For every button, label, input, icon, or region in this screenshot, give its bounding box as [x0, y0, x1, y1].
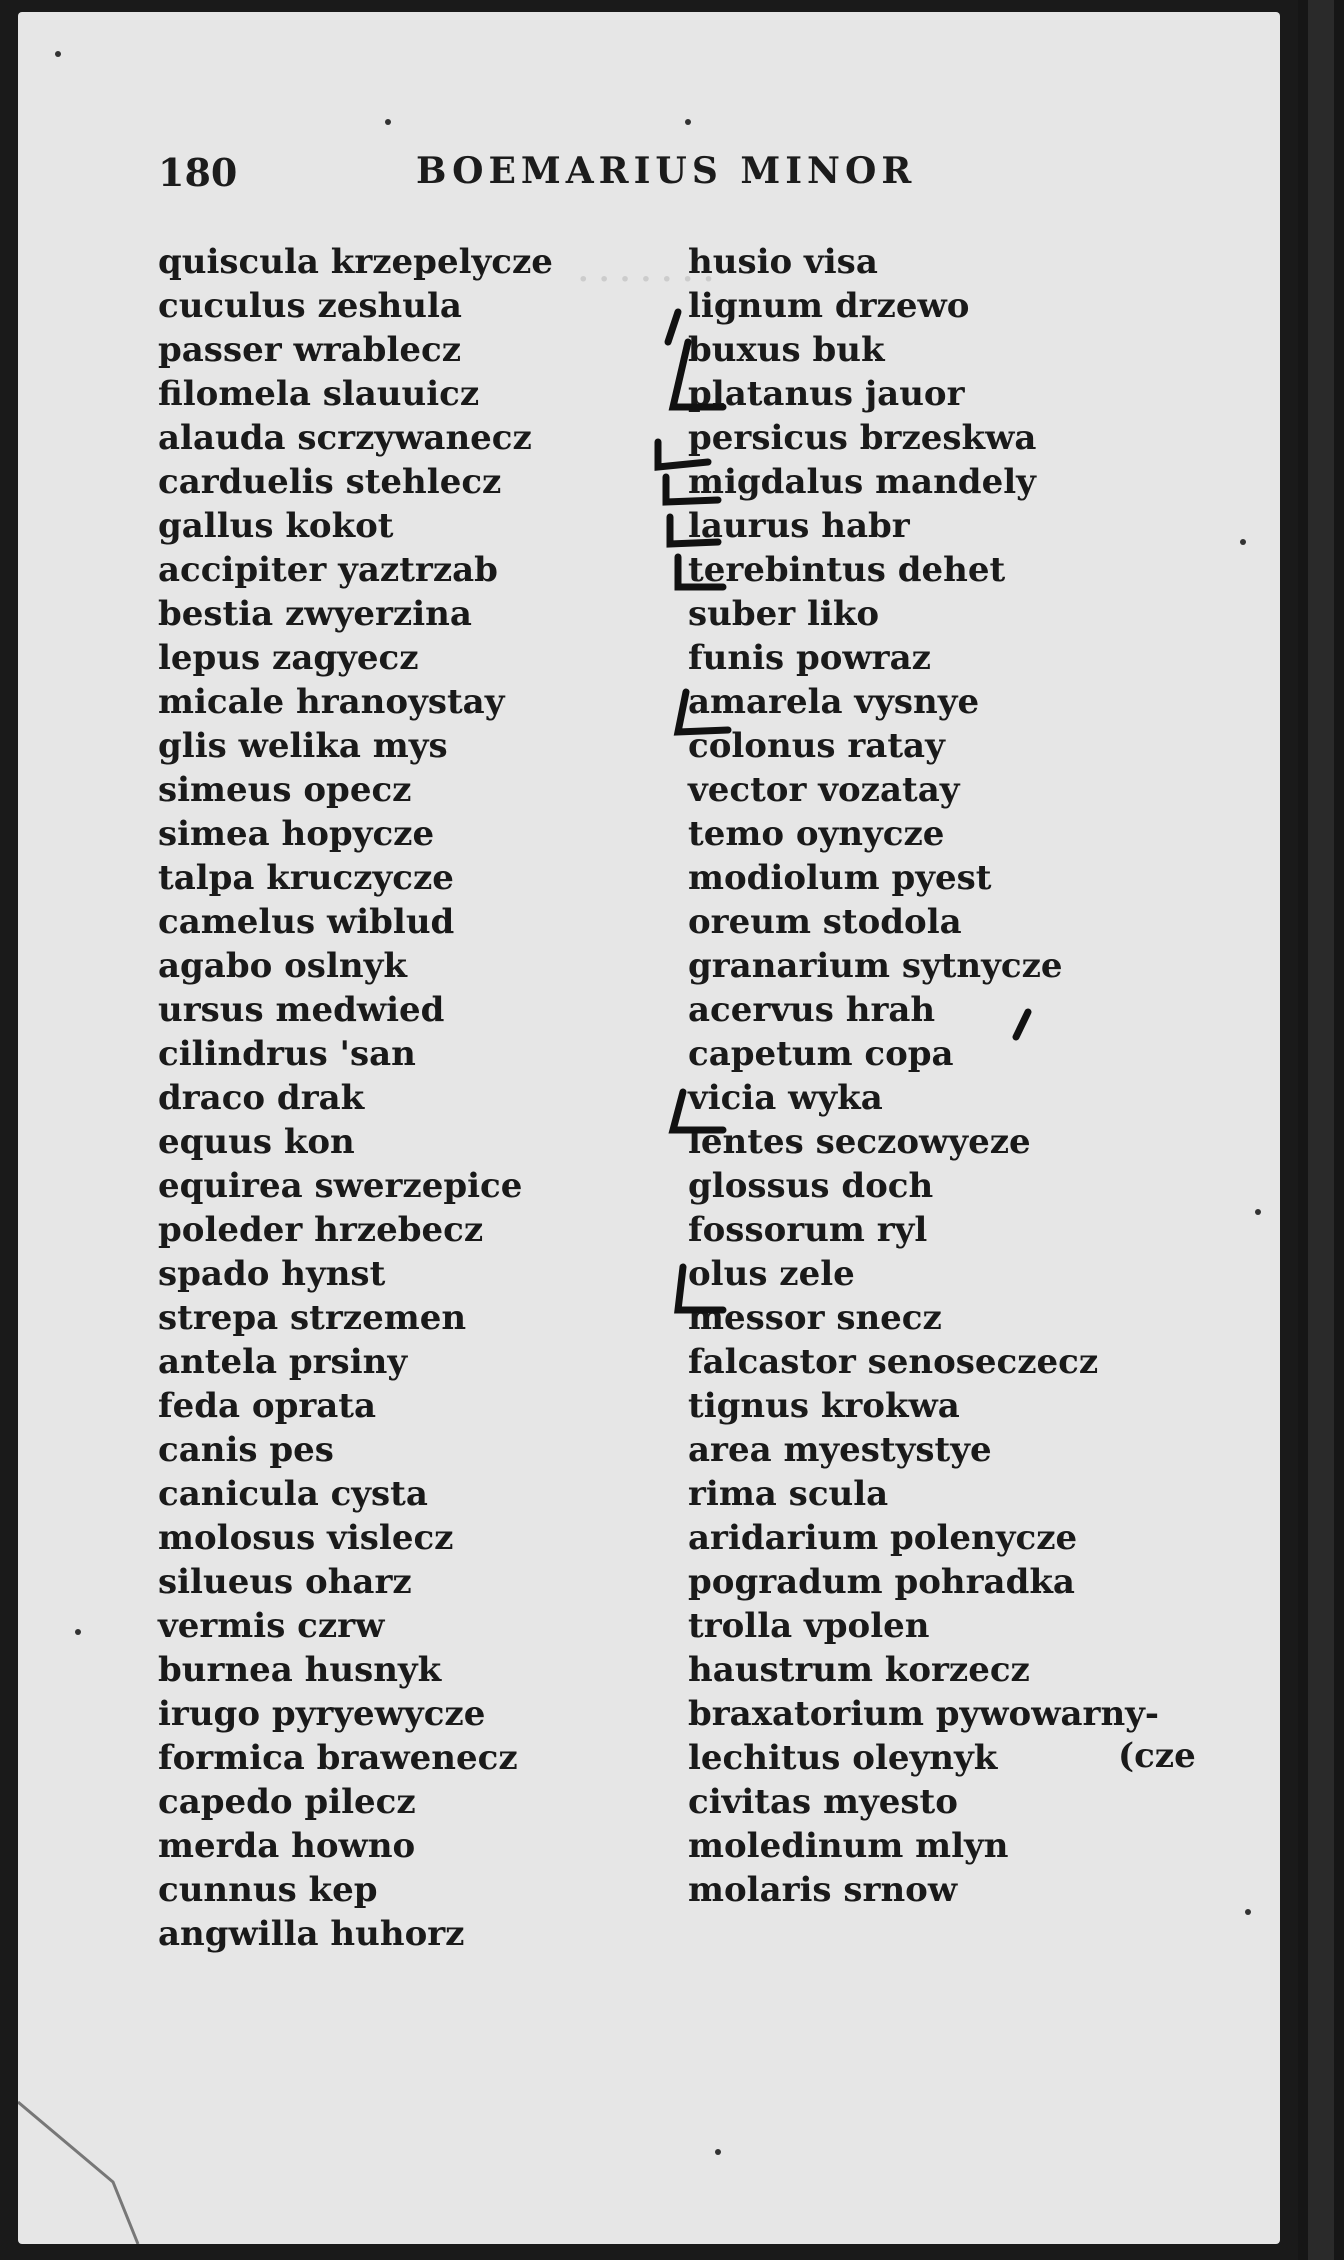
entry-row: molosus vislecz	[158, 1518, 454, 1558]
entry-row: lignum drzewo	[688, 286, 970, 326]
margin-mark	[678, 557, 723, 587]
entry-row: simea hopycze	[158, 814, 435, 854]
margin-mark	[1016, 1012, 1028, 1037]
page-number: 180	[158, 150, 238, 195]
entry-row: carduelis stehlecz	[158, 462, 502, 502]
entry-row: pogradum pohradka	[688, 1562, 1075, 1602]
entry-row: laurus habr	[688, 506, 910, 546]
entry-row: filomela slauuicz	[158, 374, 480, 414]
entry-row: vermis czrw	[158, 1606, 385, 1646]
entry-row: camelus wiblud	[158, 902, 455, 942]
entry-row: oreum stodola	[688, 902, 962, 942]
entry-row: glossus doch	[688, 1166, 934, 1206]
entry-row: migdalus mandely	[688, 462, 1036, 502]
entry-row: modiolum pyest	[688, 858, 992, 898]
entry-row: moledinum mlyn	[688, 1826, 1009, 1866]
entry-row: terebintus dehet	[688, 550, 1006, 590]
entry-row: persicus brzeskwa	[688, 418, 1037, 458]
entry-row: lepus zagyecz	[158, 638, 419, 678]
entry-row: merda howno	[158, 1826, 416, 1866]
continuation-fragment: (cze	[1118, 1736, 1196, 1776]
entry-row: canis pes	[158, 1430, 334, 1470]
entry-row: silueus oharz	[158, 1562, 412, 1602]
entry-row: equirea swerzepice	[158, 1166, 523, 1206]
entry-row: buxus buk	[688, 330, 885, 370]
bleed-through: · · · · · · ·	[578, 262, 714, 297]
entry-row: olus zele	[688, 1254, 855, 1294]
entry-row: canicula cysta	[158, 1474, 428, 1514]
margin-mark	[668, 312, 678, 342]
entry-row: cilindrus 'san	[158, 1034, 416, 1074]
margin-mark	[658, 442, 708, 467]
entry-row: granarium sytnycze	[688, 946, 1063, 986]
book-page	[18, 12, 1280, 2244]
margin-mark	[673, 342, 723, 407]
margin-mark	[670, 517, 718, 544]
entry-row: area myestystye	[688, 1430, 992, 1470]
entry-row: civitas myesto	[688, 1782, 958, 1822]
entry-row: micale hranoystay	[158, 682, 505, 722]
entry-row: vector vozatay	[688, 770, 960, 810]
entry-row: talpa kruczycze	[158, 858, 454, 898]
entry-row: tignus krokwa	[688, 1386, 960, 1426]
entry-row: haustrum korzecz	[688, 1650, 1030, 1690]
margin-mark	[673, 1092, 723, 1130]
entry-row: feda oprata	[158, 1386, 377, 1426]
entry-row: draco drak	[158, 1078, 365, 1118]
margin-marks	[18, 12, 1280, 2244]
entry-row: lentes seczowyeze	[688, 1122, 1031, 1162]
entry-row: amarela vysnye	[688, 682, 980, 722]
entry-row: funis powraz	[688, 638, 931, 678]
entry-row: trolla vpolen	[688, 1606, 930, 1646]
entry-row: vicia wyka	[688, 1078, 883, 1118]
entry-row: capetum copa	[688, 1034, 954, 1074]
entry-row: cuculus zeshula	[158, 286, 462, 326]
entry-row: ursus medwied	[158, 990, 445, 1030]
entry-row: messor snecz	[688, 1298, 942, 1338]
entry-row: burnea husnyk	[158, 1650, 442, 1690]
entry-row: aridarium polenycze	[688, 1518, 1078, 1558]
entry-row: agabo oslnyk	[158, 946, 407, 986]
margin-mark	[678, 1267, 723, 1310]
entry-row: bestia zwyerzina	[158, 594, 472, 634]
entry-row: suber liko	[688, 594, 880, 634]
entry-row: gallus kokot	[158, 506, 394, 546]
entry-row: cunnus kep	[158, 1870, 378, 1910]
entry-row: alauda scrzywanecz	[158, 418, 532, 458]
running-title: BOEMARIUS MINOR	[416, 150, 917, 192]
entry-row: simeus opecz	[158, 770, 412, 810]
torn-corner	[18, 2102, 138, 2244]
entry-row: colonus ratay	[688, 726, 945, 766]
adjacent-page-edge	[1298, 0, 1344, 2260]
margin-mark	[678, 692, 728, 732]
entry-row: irugo pyryewycze	[158, 1694, 486, 1734]
entry-row: passer wrablecz	[158, 330, 462, 370]
entry-row: glis welika mys	[158, 726, 448, 766]
entry-row: acervus hrah	[688, 990, 936, 1030]
entry-row: braxatorium pywowarny-	[688, 1694, 1160, 1734]
entry-row: fossorum ryl	[688, 1210, 928, 1250]
entry-row: platanus jauor	[688, 374, 965, 414]
entry-row: temo oynycze	[688, 814, 945, 854]
entry-row: formica brawenecz	[158, 1738, 518, 1778]
entry-row: rima scula	[688, 1474, 889, 1514]
entry-row: lechitus oleynyk	[688, 1738, 998, 1778]
adjacent-page-shadow	[1308, 0, 1334, 2260]
entry-row: equus kon	[158, 1122, 355, 1162]
entry-row: quiscula krzepelycze	[158, 242, 553, 282]
entry-row: spado hynst	[158, 1254, 386, 1294]
entry-row: falcastor senoseczecz	[688, 1342, 1099, 1382]
entry-row: accipiter yaztrzab	[158, 550, 498, 590]
entry-row: poleder hrzebecz	[158, 1210, 484, 1250]
entry-row: molaris srnow	[688, 1870, 958, 1910]
margin-mark	[666, 477, 718, 502]
entry-row: antela prsiny	[158, 1342, 408, 1382]
entry-row: strepa strzemen	[158, 1298, 467, 1338]
entry-row: capedo pilecz	[158, 1782, 416, 1822]
entry-row: husio visa	[688, 242, 878, 282]
entry-row: angwilla huhorz	[158, 1914, 465, 1954]
